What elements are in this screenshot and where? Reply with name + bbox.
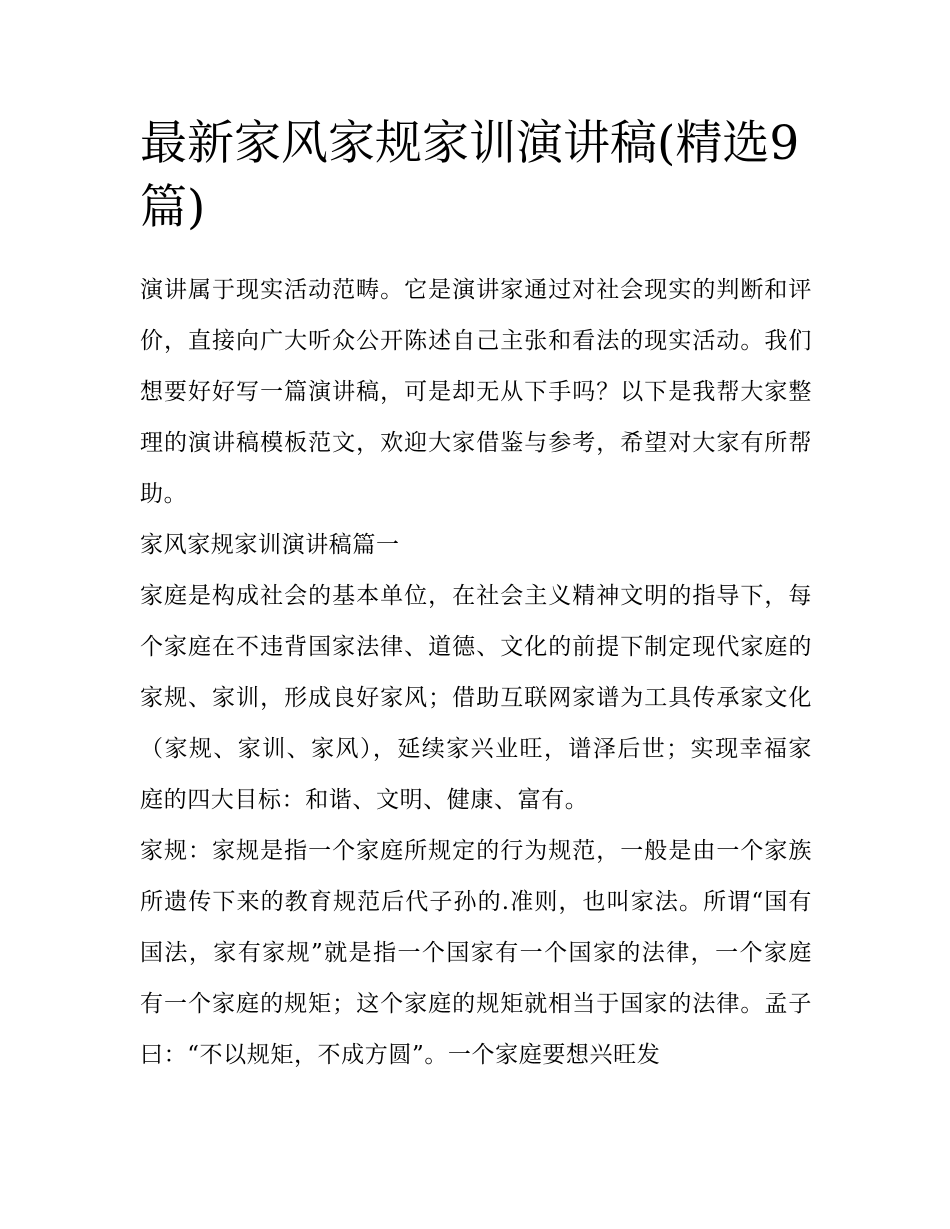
document-body xyxy=(140,112,812,1081)
body-paragraph-1: 家庭是构成社会的基本单位，在社会主义精神文明的指导下，每个家庭在不违背国家法律、道德、文化的前提下制定现代家庭的家规、家训，形成良好家风；借助互联网家谱为工具传承家文化（家规、家训、家风），延续家兴业旺，谱泽后世；实现幸福家庭的四大目标：和谐、文明、健康、富有。 xyxy=(140,583,812,813)
section-heading: 家风家规家训演讲稿篇一 xyxy=(140,532,400,558)
intro-paragraph: 演讲属于现实活动范畴。它是演讲家通过对社会现实的判断和评价，直接向广大听众公开陈述自己主张和看法的现实活动。我们想要好好写一篇演讲稿，可是却无从下手吗？以下是我帮大家整理的演讲稿模板范文，欢迎大家借鉴与参考，希望对大家有所帮助。 xyxy=(140,277,812,507)
document-title: 最新家风家规家训演讲稿(精选9篇) xyxy=(140,116,800,235)
body-paragraph-2: 家规：家规是指一个家庭所规定的行为规范，一般是由一个家族所遗传下来的教育规范后代子孙的.准则，也叫家法。所谓“国有国法，家有家规”就是指一个国家有一个国家的法律，一个家庭有一个家庭的规矩；这个家庭的规矩就相当于国家的法律。孟子曰：“不以规矩，不成方圆”。一个家庭要想兴旺发 xyxy=(140,838,812,1068)
